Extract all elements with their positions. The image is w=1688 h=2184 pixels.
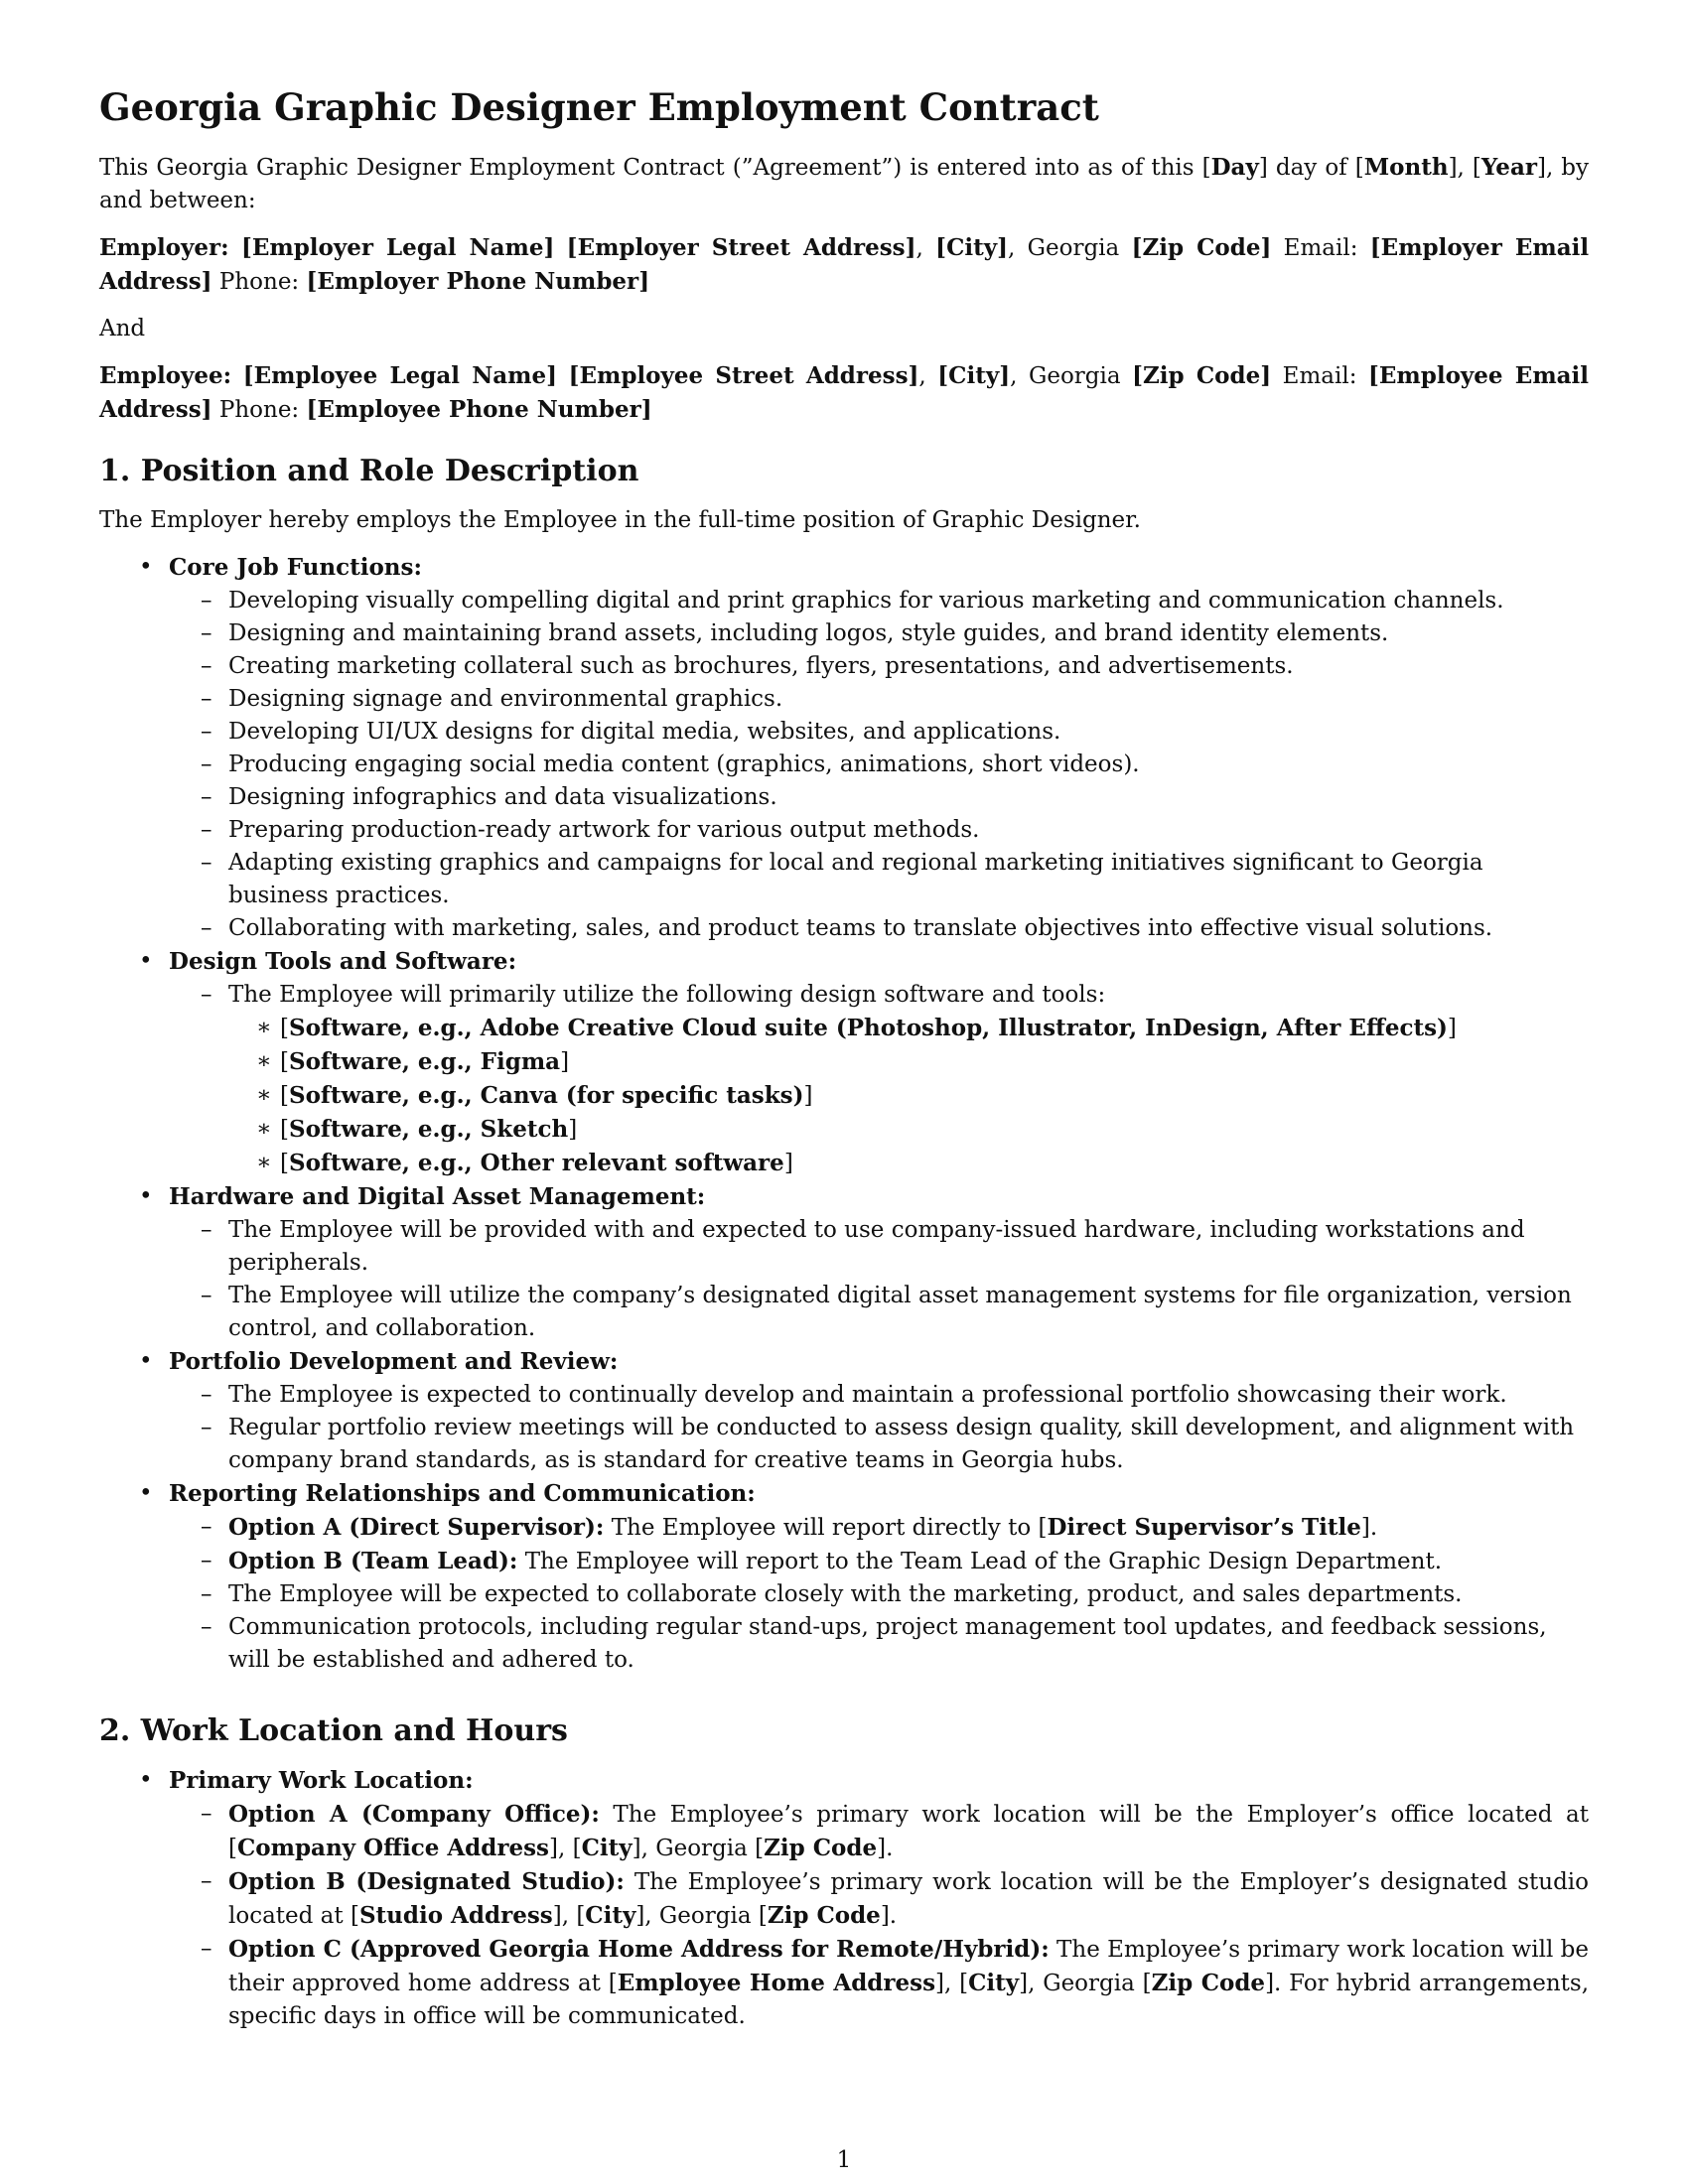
list-item-text: Regular portfolio review meetings will be conducted to assess design quality, skill development, and alignment with company brand standards, as is standard for creative teams in Georgia hubs. <box>228 1415 1575 1473</box>
list-item-text: The Employee will be provided with and expected to use company-issued hardware, including workstations and peripherals. <box>228 1217 1525 1276</box>
list-item <box>99 551 1589 945</box>
intro-text: ], by and between: <box>99 155 1590 213</box>
option-text: ]. For hybrid arrangements, specific days in office will be communicated. <box>228 1971 1590 2029</box>
list-item-text: Producing engaging social media content (graphics, animations, short videos). <box>228 751 1140 777</box>
dash-icon: – <box>201 588 212 614</box>
asterisk-icon: ∗ <box>256 1150 272 1175</box>
intro-text: ], [ <box>1448 155 1481 181</box>
bullet-label: Core Job Functions: <box>169 554 422 581</box>
employee-state: Georgia <box>1028 363 1121 389</box>
list-item-text: Collaborating with marketing, sales, and product teams to translate objectives into effective visual solutions. <box>228 915 1493 941</box>
hardware-list <box>169 1214 1589 1345</box>
list-item: ∗ [Software, e.g., Figma] <box>228 1045 1589 1079</box>
software-field: Software, e.g., Adobe Creative Cloud suite (Photoshop, Illustrator, InDesign, After Effects) <box>288 1015 1448 1041</box>
employee-email-field: Employee Email Address <box>99 362 1590 423</box>
list-item <box>169 912 1589 945</box>
list-item <box>99 1477 1589 1677</box>
list-item-text: Designing signage and environmental graphics. <box>228 686 783 712</box>
list-item <box>99 1180 1589 1345</box>
page-number: 1 <box>836 2147 852 2173</box>
list-item <box>169 1214 1589 1280</box>
asterisk-icon: ∗ <box>256 1116 272 1142</box>
dash-icon: – <box>201 1936 212 1962</box>
list-item-text: The Employee will primarily utilize the following design software and tools: <box>228 982 1106 1008</box>
list-item <box>169 1611 1589 1677</box>
dash-icon: – <box>201 686 212 712</box>
section-heading: 1. Position and Role Description <box>99 454 639 488</box>
list-item <box>169 1280 1589 1345</box>
software-list <box>228 1012 1589 1180</box>
intro-paragraph <box>99 151 1589 217</box>
dash-icon: – <box>201 1614 212 1640</box>
employer-state: Georgia <box>1027 235 1120 261</box>
home-address-field: Employee Home Address <box>617 1970 936 1996</box>
option-label: Option A (Company Office): <box>228 1801 600 1828</box>
bullet-label: Design Tools and Software: <box>169 948 517 975</box>
list-item: ∗ [Software, e.g., Sketch] <box>228 1113 1589 1147</box>
list-item <box>169 1578 1589 1611</box>
dash-icon: – <box>201 1283 212 1308</box>
list-item-text: The Employee will be expected to collaborate closely with the marketing, product, and sales departments. <box>228 1581 1463 1607</box>
list-item <box>169 650 1589 683</box>
list-item <box>169 1798 1589 1865</box>
document-page <box>99 85 1589 2033</box>
employee-street-field: Employee Street Address <box>579 362 909 389</box>
city-field: City <box>585 1902 636 1929</box>
list-item <box>169 1511 1589 1545</box>
list-item <box>169 716 1589 749</box>
dash-icon: – <box>201 817 212 843</box>
dash-icon: – <box>201 1868 212 1894</box>
asterisk-icon: ∗ <box>256 1048 272 1074</box>
section-intro: The Employer hereby employs the Employee in the full-time position of Graphic Designer. <box>99 507 1141 533</box>
dash-icon: – <box>201 751 212 777</box>
bullet-icon: • <box>139 1183 153 1209</box>
year-field: Year <box>1480 154 1537 181</box>
dash-icon: – <box>201 982 212 1008</box>
core-functions-list <box>169 585 1589 945</box>
option-text: ], [ <box>935 1971 969 1996</box>
intro-text: This Georgia Graphic Designer Employment Contract (”Agreement”) is entered into as of this [ <box>99 155 1211 181</box>
list-item-text: Communication protocols, including regular stand-ups, project management tool updates, and feedback sessions, will be established and adhered to. <box>228 1614 1547 1673</box>
location-options-list <box>169 1798 1589 2033</box>
employee-phone-field: Employee Phone Number <box>317 396 641 423</box>
bullet-label: Portfolio Development and Review: <box>169 1348 619 1375</box>
bullet-icon: • <box>139 554 153 580</box>
dash-icon: – <box>201 915 212 941</box>
employee-block: Employee: [Employee Legal Name] [Employee Street Address], [City], Georgia [Zip Code] Email: [Employee Email Address] Phone: [Employee Phone Number] <box>99 362 1590 423</box>
zip-field: Zip Code <box>764 1835 878 1861</box>
document-title: Georgia Graphic Designer Employment Contract <box>99 85 1099 129</box>
list-item: ∗ [Software, e.g., Other relevant software] <box>228 1147 1589 1180</box>
employee-city-field: City <box>948 362 1000 389</box>
employer-label: Employer: <box>99 234 229 261</box>
list-item <box>169 749 1589 781</box>
employer-street-field: Employer Street Address <box>577 234 906 261</box>
employer-phone-field: Employer Phone Number <box>317 268 639 295</box>
option-text: ], [ <box>549 1836 582 1861</box>
employer-name-field: Employer Legal Name <box>251 234 544 261</box>
option-text: The Employee’s primary work location will be the Employer’s office located at [ <box>228 1802 1589 1861</box>
list-item <box>169 814 1589 847</box>
phone-label: Phone: <box>218 397 300 423</box>
list-item <box>169 781 1589 814</box>
section-heading: 2. Work Location and Hours <box>99 1713 568 1748</box>
bullet-icon: • <box>139 1767 153 1793</box>
supervisor-title-field: Direct Supervisor’s Title <box>1047 1514 1361 1541</box>
reporting-list <box>169 1511 1589 1677</box>
list-item <box>169 1865 1589 1933</box>
list-item <box>169 1933 1589 2033</box>
studio-address-field: Studio Address <box>358 1902 553 1929</box>
dash-icon: – <box>201 1382 212 1408</box>
software-field: Software, e.g., Figma <box>288 1048 561 1075</box>
dash-icon: – <box>201 653 212 679</box>
section-bullet-list <box>99 1764 1589 2033</box>
option-text: ], Georgia [ <box>632 1836 765 1861</box>
list-item-text: Designing infographics and data visualizations. <box>228 784 777 810</box>
section-position <box>99 453 1589 1677</box>
day-field: Day <box>1210 154 1259 181</box>
section-work-location <box>99 1712 1589 2033</box>
bullet-icon: • <box>139 1480 153 1506</box>
list-item-text: Developing UI/UX designs for digital media, websites, and applications. <box>228 719 1061 745</box>
city-field: City <box>581 1835 633 1861</box>
zip-field: Zip Code <box>1151 1970 1266 1996</box>
portfolio-list <box>169 1379 1589 1477</box>
dash-icon: – <box>201 1217 212 1243</box>
dash-icon: – <box>201 850 212 876</box>
option-text: The Employee’s primary work location will be the Employer’s designated studio located at [ <box>228 1869 1589 1929</box>
employee-name-field: Employee Legal Name <box>253 362 547 389</box>
option-label: Option B (Team Lead): <box>228 1548 518 1574</box>
month-field: Month <box>1363 154 1449 181</box>
software-field: Software, e.g., Sketch <box>288 1116 569 1143</box>
list-item-text: Developing visually compelling digital and print graphics for various marketing and communication channels. <box>228 588 1504 614</box>
dash-icon: – <box>201 1801 212 1827</box>
email-label: Email: <box>1282 363 1357 389</box>
asterisk-icon: ∗ <box>256 1082 272 1108</box>
section-bullet-list <box>99 551 1589 1677</box>
list-item-text: Adapting existing graphics and campaigns for local and regional marketing initiatives significant to Georgia business practices. <box>228 850 1483 908</box>
dash-icon: – <box>201 1415 212 1440</box>
list-item <box>169 683 1589 716</box>
option-label: Option A (Direct Supervisor): <box>228 1514 605 1541</box>
list-item-text: Preparing production-ready artwork for various output methods. <box>228 817 980 843</box>
dash-icon: – <box>201 1514 212 1540</box>
city-field: City <box>968 1970 1020 1996</box>
option-text: The Employee will report to the Team Lead of the Graphic Design Department. <box>517 1549 1443 1574</box>
bullet-icon: • <box>139 948 153 974</box>
employer-city-field: City <box>946 234 998 261</box>
list-item: ∗ [Software, e.g., Canva (for specific tasks)] <box>228 1079 1589 1113</box>
list-item <box>169 585 1589 617</box>
bullet-label: Reporting Relationships and Communication: <box>169 1480 756 1507</box>
tools-list <box>169 979 1589 1180</box>
list-item <box>169 1412 1589 1477</box>
employer-zip-field: Zip Code <box>1142 234 1261 261</box>
employer-block: Employer: [Employer Legal Name] [Employer Street Address], [City], Georgia [Zip Code] Email: [Employer Email Address] Phone: [Employer Phone Number] <box>99 234 1590 295</box>
employee-zip-field: Zip Code <box>1143 362 1261 389</box>
bullet-label: Primary Work Location: <box>169 1767 474 1794</box>
dash-icon: – <box>201 1581 212 1607</box>
intro-text: ] day of [ <box>1258 155 1364 181</box>
email-label: Email: <box>1283 235 1358 261</box>
dash-icon: – <box>201 620 212 646</box>
employee-label: Employee: <box>99 362 232 389</box>
list-item <box>99 945 1589 1180</box>
option-text: ]. <box>877 1836 894 1861</box>
office-address-field: Company Office Address <box>236 1835 549 1861</box>
list-item <box>99 1764 1589 2033</box>
option-text: The Employee’s primary work location will be their approved home address at [ <box>228 1937 1589 1996</box>
option-text: ], Georgia [ <box>1019 1971 1152 1996</box>
option-text: ]. <box>1360 1515 1378 1541</box>
list-item <box>169 847 1589 912</box>
list-item-text: Creating marketing collateral such as brochures, flyers, presentations, and advertisements. <box>228 653 1294 679</box>
option-text: ], Georgia [ <box>635 1903 768 1929</box>
zip-field: Zip Code <box>767 1902 881 1929</box>
software-field: Software, e.g., Other relevant software <box>288 1150 784 1176</box>
option-text: The Employee will report directly to [ <box>604 1515 1048 1541</box>
dash-icon: – <box>201 1548 212 1573</box>
asterisk-icon: ∗ <box>256 1015 272 1040</box>
dash-icon: – <box>201 719 212 745</box>
bullet-icon: • <box>139 1348 153 1374</box>
option-label: Option C (Approved Georgia Home Address for Remote/Hybrid): <box>228 1936 1050 1963</box>
list-item-text: The Employee is expected to continually develop and maintain a professional portfolio showcasing their work. <box>228 1382 1507 1408</box>
and-text: And <box>99 316 146 341</box>
list-item <box>169 1379 1589 1412</box>
software-field: Software, e.g., Canva (for specific tasks) <box>288 1082 804 1109</box>
list-item <box>169 1545 1589 1578</box>
dash-icon: – <box>201 784 212 810</box>
list-item-text: Designing and maintaining brand assets, including logos, style guides, and brand identity elements. <box>228 620 1389 646</box>
option-text: ], [ <box>552 1903 586 1929</box>
phone-label: Phone: <box>218 269 300 295</box>
option-text: ]. <box>880 1903 898 1929</box>
list-item <box>169 617 1589 650</box>
option-label: Option B (Designated Studio): <box>228 1868 625 1895</box>
bullet-label: Hardware and Digital Asset Management: <box>169 1183 706 1210</box>
list-item <box>169 979 1589 1180</box>
list-item: ∗ [Software, e.g., Adobe Creative Cloud suite (Photoshop, Illustrator, InDesign, After Effects)] <box>228 1012 1589 1045</box>
list-item <box>99 1345 1589 1477</box>
employer-email-field: Employer Email Address <box>99 234 1590 295</box>
list-item-text: The Employee will utilize the company’s designated digital asset management systems for file organization, version control, and collaboration. <box>228 1283 1572 1341</box>
